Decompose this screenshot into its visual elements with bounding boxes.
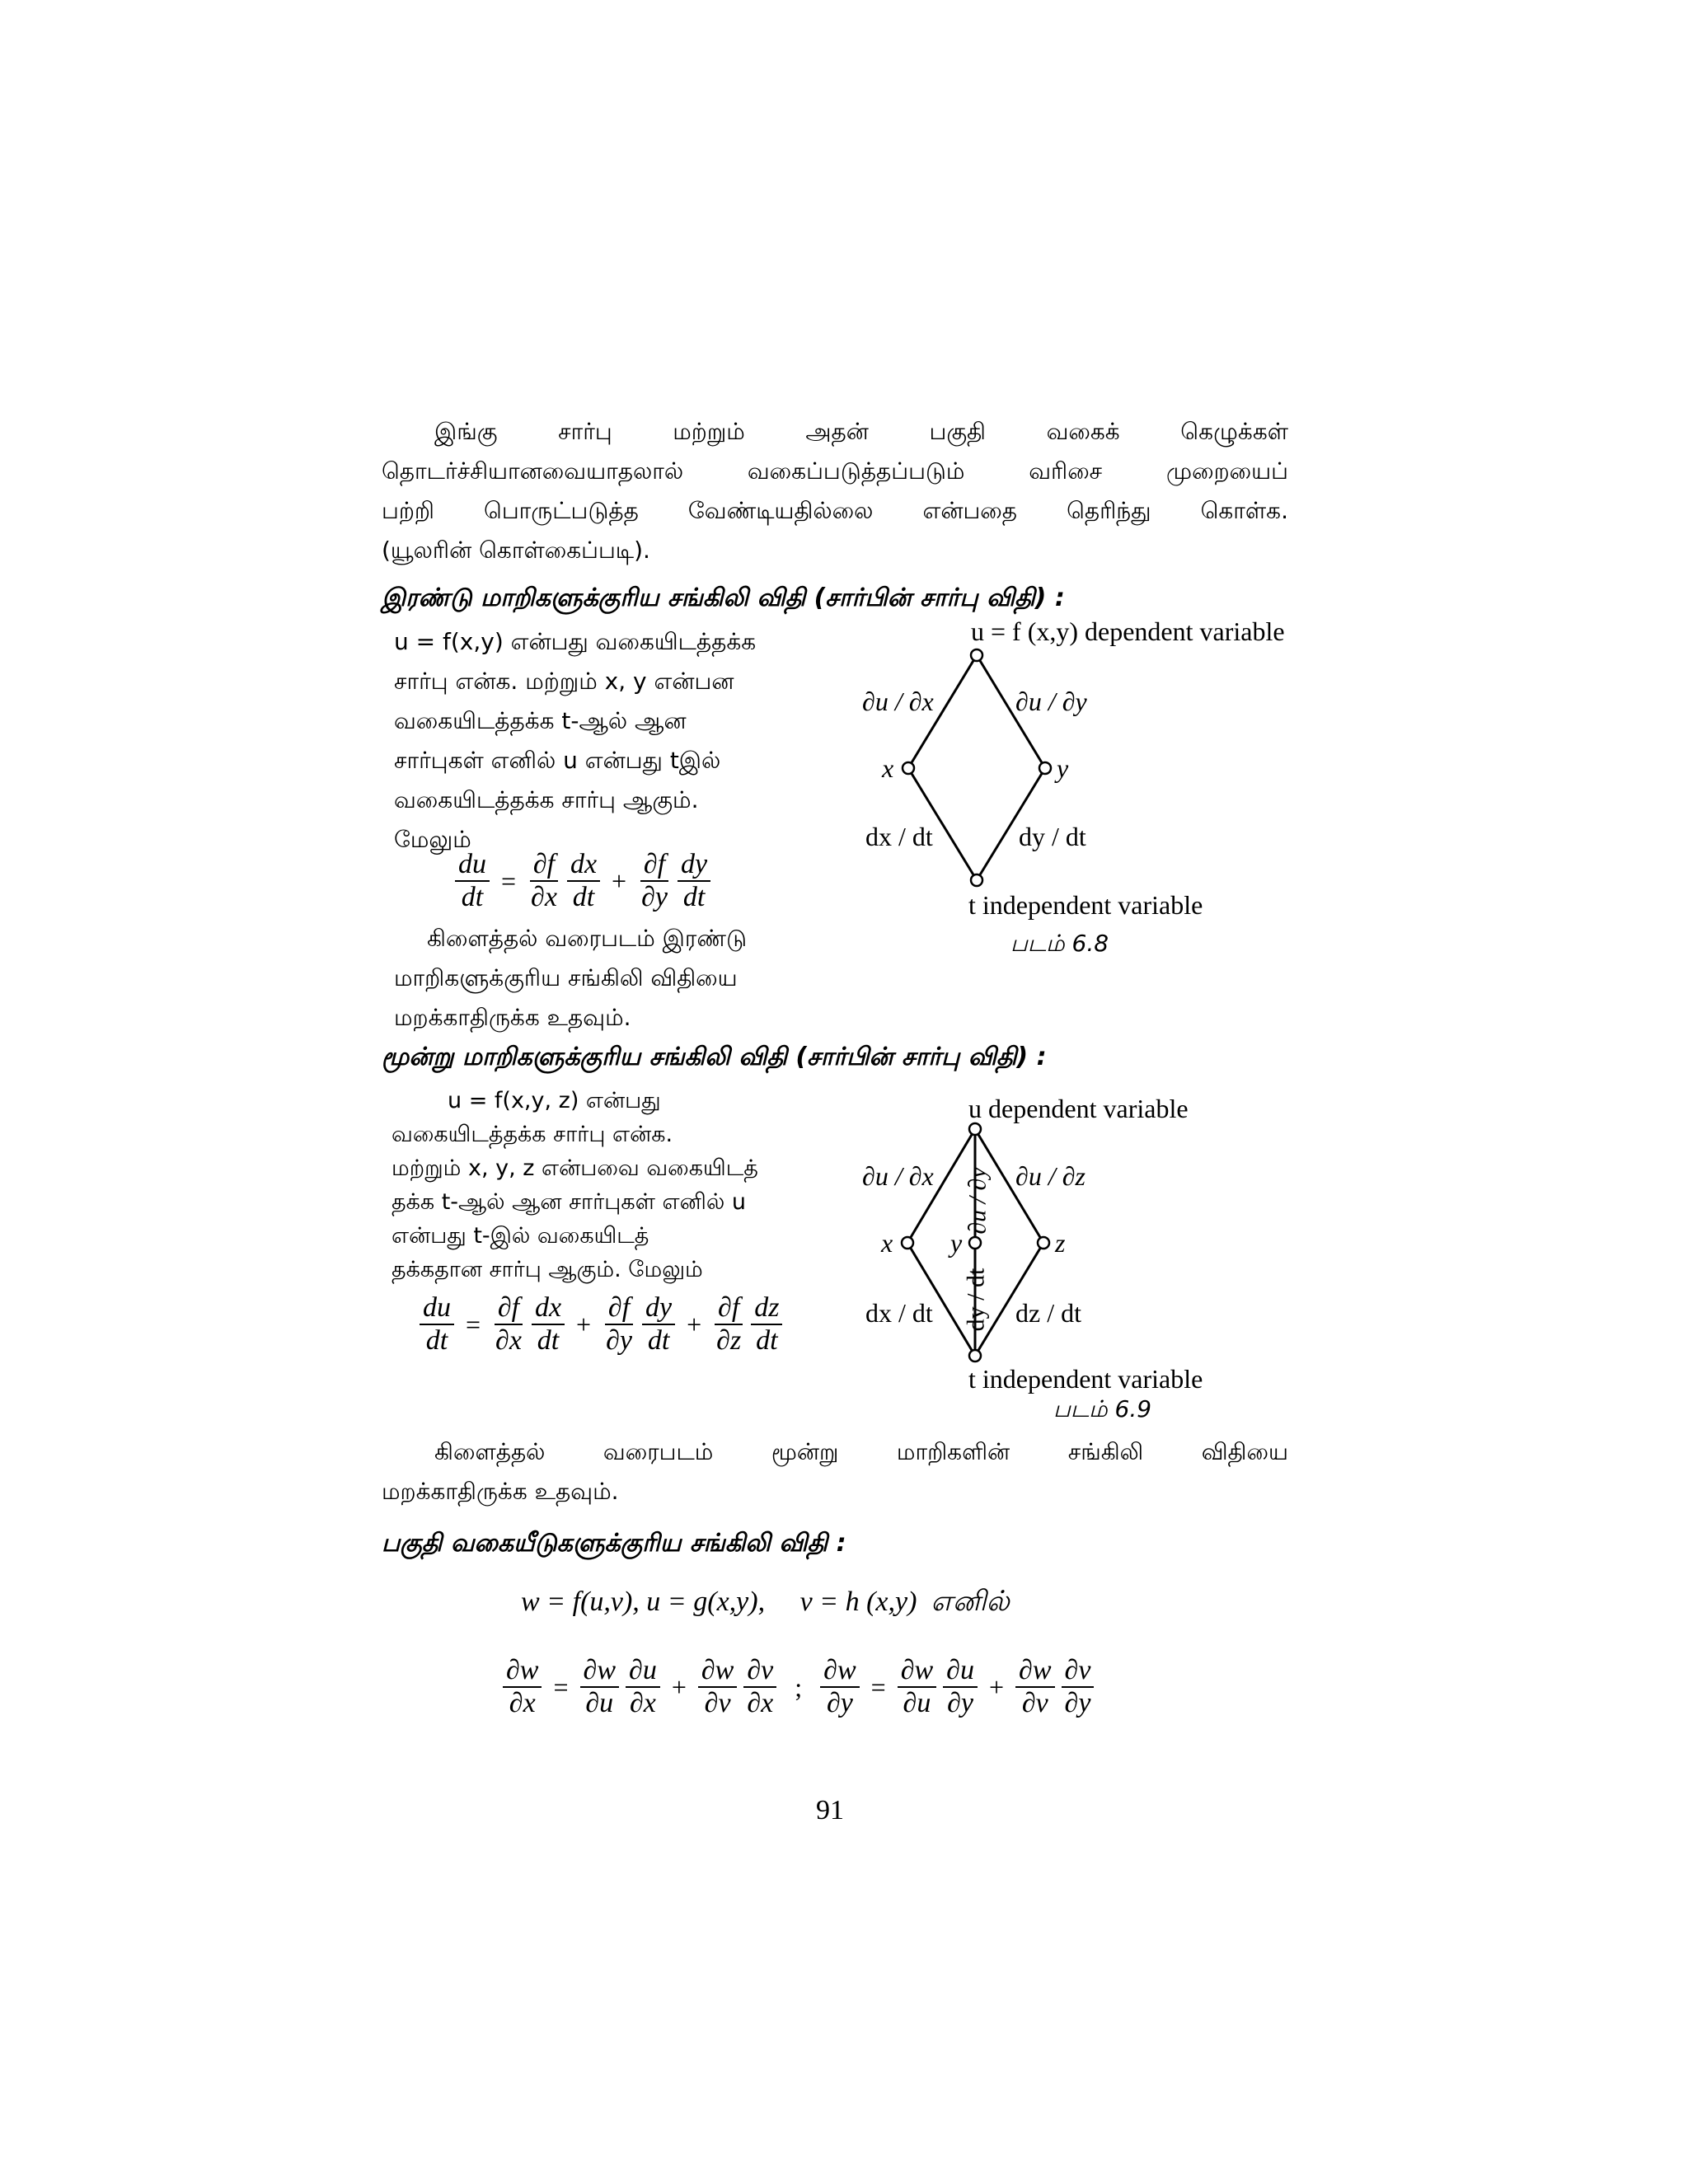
node-label-z: z (1055, 1228, 1066, 1258)
intro-line: தொடர்ச்சியானவையாதலால் வகைப்படுத்தப்படும் வரிசை முறையைப் (382, 457, 1288, 485)
intro-line: இங்கு சார்பு மற்றும் அதன் பகுதி வகைக் கெழுக்கள் (434, 418, 1288, 445)
text-line: u = f(x,y) என்பது வகையிடத்தக்க (394, 628, 757, 655)
node-u (969, 1123, 981, 1135)
text-line: u = f(x,y, z) என்பது (448, 1088, 661, 1113)
heading-text: இரண்டு மாறிகளுக்குரிய சங்கிலி விதி (382, 583, 806, 612)
plus-sign: + (671, 1671, 687, 1702)
diagram-bottom-label: t independent variable (968, 890, 1203, 920)
text-line: தக்கதான சார்பு ஆகும். மேலும் (392, 1257, 703, 1282)
fraction: $\frac{\partial u}{\partial y}$ (943, 1655, 978, 1719)
text-line: மற்றும் x, y, z என்பவை வகையிடத் (392, 1155, 758, 1181)
figure-caption: படம் 6.8 (1010, 930, 1109, 957)
equals-sign: = (553, 1671, 569, 1702)
fraction: $\frac{dx}{dt}$ (532, 1292, 565, 1357)
fraction: $\frac{\partial w}{\partial v}$ (698, 1655, 737, 1719)
fraction: $\frac{\partial f}{\partial x}$ (495, 1292, 522, 1356)
plus-sign: + (687, 1309, 702, 1339)
edge-label-xt: dx / dt (865, 1298, 933, 1328)
edge-label-uz: ∂u / ∂z (1015, 1161, 1085, 1191)
fraction: $\frac{\partial f}{\partial z}$ (713, 1292, 744, 1357)
node-x (902, 1237, 913, 1249)
equals-sign: = (501, 865, 517, 896)
node-z (1038, 1237, 1049, 1249)
text-line: என்பது t-இல் வகையிடத் (392, 1223, 649, 1249)
diagram-bottom-label: t independent variable (968, 1364, 1203, 1394)
fraction: $\frac{\partial u}{\partial x}$ (626, 1655, 660, 1719)
text-line: மறக்காதிருக்க உதவும். (382, 1478, 619, 1505)
intro-line: பற்றி பொருட்படுத்த வேண்டியதில்லை என்பதை தெரிந்து கொள்க. (382, 497, 1288, 524)
text-line: சார்புகள் எனில் u என்பது tஇல் (394, 747, 721, 774)
heading-subtitle: (சார்பின் சார்பு விதி) (814, 583, 1047, 612)
edge-label-uy: ∂u / ∂y (964, 1167, 992, 1235)
fraction: $\frac{dz}{dt}$ (751, 1292, 782, 1357)
node-label-y: y (950, 1228, 963, 1258)
heading-subtitle: (சார்பின் சார்பு விதி) (795, 1043, 1029, 1071)
fraction: $\frac{dx}{dt}$ (567, 849, 600, 913)
text-line: கிளைத்தல் வரைபடம் இரண்டு (427, 925, 747, 952)
edge-label-ux: ∂u / ∂x (862, 1161, 934, 1191)
node-label-y: y (1057, 753, 1069, 783)
equals-sign: = (466, 1309, 481, 1339)
text-line: மாறிகளுக்குரிய சங்கிலி விதியை (394, 964, 738, 991)
fraction: $\frac{dy}{dt}$ (642, 1292, 675, 1357)
fraction: $\frac{dy}{dt}$ (678, 849, 710, 913)
text-line: வகையிடத்தக்க t-ஆல் ஆன (394, 707, 687, 734)
fraction: $\frac{\partial f}{\partial y}$ (641, 849, 668, 912)
equals-sign: = (870, 1671, 886, 1702)
text-line: தக்க t-ஆல் ஆன சார்புகள் எனில் u (392, 1189, 747, 1215)
fraction: $\frac{\partial f}{\partial y}$ (606, 1292, 632, 1356)
fraction: $\frac{\partial w}{\partial x}$ (503, 1655, 542, 1719)
edge-label-ux: ∂u / ∂x (862, 687, 934, 716)
fraction: $\frac{\partial w}{\partial u}$ (580, 1655, 619, 1719)
figure-caption: படம் 6.9 (1053, 1395, 1152, 1422)
fraction: $\frac{\partial w}{\partial v}$ (1015, 1655, 1054, 1719)
fraction: $\frac{\partial w}{\partial y}$ (820, 1655, 859, 1719)
node-t (969, 1350, 981, 1361)
node-y (969, 1237, 981, 1249)
text-line: மேலும் (394, 826, 471, 853)
heading-colon: : (1054, 583, 1065, 612)
page-number: 91 (816, 1795, 844, 1825)
edge-label-xt: dx / dt (865, 822, 933, 851)
heading-text: மூன்று மாறிகளுக்குரிய சங்கிலி விதி (382, 1043, 787, 1071)
text-line: சார்பு என்க. மற்றும் x, y என்பன (394, 668, 734, 695)
node-label-x: x (882, 753, 894, 783)
heading-colon: : (836, 1529, 846, 1558)
section-heading-partial-derivatives (382, 1529, 846, 1561)
edge-label-uy: ∂u / ∂y (1015, 687, 1087, 716)
diagram-top-label: u dependent variable (968, 1094, 1189, 1123)
fraction: $\frac{\partial w}{\partial u}$ (898, 1655, 936, 1719)
plus-sign: + (612, 865, 627, 896)
fraction: $\frac{du}{dt}$ (420, 1292, 454, 1357)
edge-label-yt: dy / dt (1019, 822, 1086, 851)
heading-text: பகுதி வகையீடுகளுக்குரிய சங்கிலி விதி (382, 1529, 828, 1558)
text-line: மறக்காதிருக்க உதவும். (394, 1004, 631, 1031)
heading-colon: : (1036, 1043, 1047, 1071)
edge-label-yt: dy / dt (962, 1268, 990, 1332)
fraction: $\frac{\partial v}{\partial y}$ (1062, 1655, 1095, 1719)
text-line: வகையிடத்தக்க சார்பு என்க. (392, 1122, 673, 1147)
plus-sign: + (576, 1309, 592, 1339)
fraction: $\frac{du}{dt}$ (455, 849, 490, 913)
edge-label-zt: dz / dt (1015, 1298, 1081, 1328)
plus-sign: + (988, 1671, 1005, 1702)
fraction: $\frac{\partial f}{\partial x}$ (531, 849, 557, 912)
diagram-top-label: u = f (x,y) dependent variable (971, 616, 1285, 646)
partial-chain-rule-formulas (499, 1655, 1097, 1719)
intro-line: (யூலரின் கொள்கைப்படி). (382, 537, 650, 564)
section2-after-text (382, 1432, 1288, 1511)
partial-chain-condition: w = f(u,v), u = g(x,y), v = h (x,y) எனில் (521, 1586, 1010, 1617)
text-line: கிளைத்தல் வரைபடம் மூன்று மாறிகளின் சங்கிலி விதியை (434, 1438, 1288, 1465)
fraction: $\frac{\partial v}{\partial x}$ (743, 1655, 776, 1719)
node-label-x: x (881, 1228, 893, 1258)
semicolon: ; (795, 1671, 803, 1702)
text-line: வகையிடத்தக்க சார்பு ஆகும். (394, 786, 699, 813)
